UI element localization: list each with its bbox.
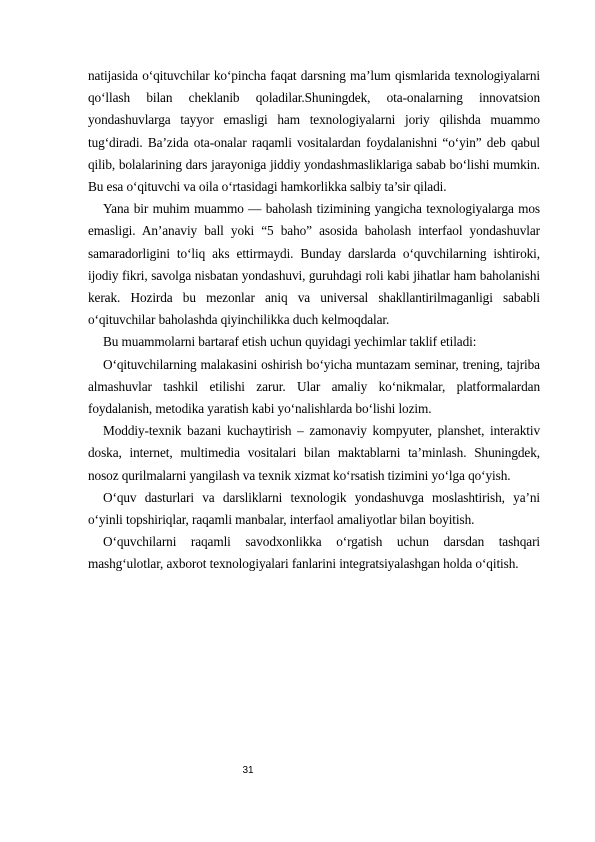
paragraph-continuation: natijasida o‘qituvchilar ko‘pincha faqat darsning ma’lum qismlarida texnologiyalarni qo‘llash bilan cheklanib qoladilar.Shuningdek, ota-onalarning innovatsion yondashuvlarga tayyor emasligi ham texnologiyalarni joriy qilishda muammo tug‘diradi. Ba’zida ota-onalar raqamli vositalardan foydalanishni “o‘yin” deb qabul qilib, bolalarining dars jarayoniga jiddiy yondashmasliklariga sabab bo‘lishi mumkin. Bu esa o‘qituvchi va oila o‘rtasidagi hamkorlikka salbiy ta’sir qiladi. xyxy=(88,68,540,195)
paragraph-curriculum: O‘quv dasturlari va darsliklarni texnologik yondashuvga moslashtirish, ya’ni o‘yinli topshiriqlar, raqamli manbalar, interfaol amaliyotlar bilan boyitish. xyxy=(88,489,540,528)
document-body xyxy=(88,65,540,576)
paragraph-teacher-training: O‘qituvchilarning malakasini oshirish bo‘yicha muntazam seminar, trening, tajriba almashuvlar tashkil etilishi zarur. Ular amaliy ko‘nikmalar, platformalardan foydalanish, metodika yaratish kabi yo‘nalishlarda bo‘lishi lozim. xyxy=(88,356,540,417)
paragraph-digital-literacy: O‘quvchilarni raqamli savodxonlikka o‘rgatish uchun darsdan tashqari mashg‘ulotlar, axborot texnologiyalari fanlarini integratsiyalashgan holda o‘qitish. xyxy=(88,534,540,572)
page-number: 31 xyxy=(242,765,254,776)
paragraph-assessment-problem: Yana bir muhim muammo — baholash tizimining yangicha texnologiyalarga mos emasligi. An’anaviy ball yoki “5 baho” asosida baholash interfaol yondashuvlar samaradorligini to‘liq aks ettirmaydi. Bunday darslarda o‘quvchilarning ishtiroki, ijodiy fikri, savolga nisbatan yondashuvi, guruhdagi roli kabi jihatlar ham baholanishi kerak. Hozirda bu mezonlar aniq va universal shakllantirilmaganligi sababli o‘qituvchilar baholashda qiyinchilikka duch kelmoqdalar. xyxy=(88,201,540,328)
paragraph-material-base: Moddiy-texnik bazani kuchaytirish – zamonaviy kompyuter, planshet, interaktiv doska, internet, multimedia vositalari bilan maktablarni ta’minlash. Shuningdek, nosoz qurilmalarni yangilash va texnik xizmat ko‘rsatish tizimini yo‘lga qo‘yish. xyxy=(88,423,540,483)
paragraph-solutions-intro: Bu muammolarni bartaraf etish uchun quyidagi yechimlar taklif etiladi: xyxy=(103,334,477,350)
